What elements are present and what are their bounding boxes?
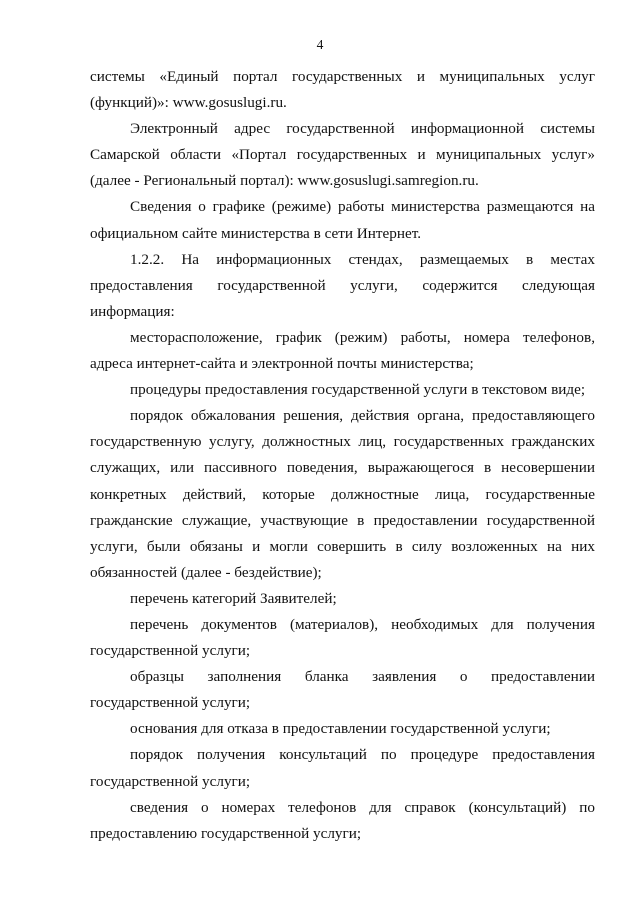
list-item-phone-info: сведения о номерах телефонов для справок (консультаций) по предоставлению государственной услуги; xyxy=(90,798,595,842)
paragraph-portal-continuation: системы «Единый портал государственных и муниципальных услуг (функций)»: www.gosuslugi.ru. xyxy=(90,68,595,112)
paragraph-schedule-info: Сведения о графике (режиме) работы министерства размещаются на официальном сайте министерства в сети Интернет. xyxy=(90,198,595,242)
list-item-refusal-grounds: основания для отказа в предоставлении государственной услуги; xyxy=(130,720,551,738)
list-item-appeal-procedure: порядок обжалования решения, действия органа, предоставляющего государственную услугу, должностных лиц, государственных гражданских служащих, или пассивного поведения, выражающегося в несовершении конкретных действий, которые должностные лица, государственные гражданские служащие, участвующие в предоставлении государственной услуги, были обязаны и могли совершить в силу возложенных на них обязанностей (далее - бездействие); xyxy=(90,407,595,581)
paragraph-section-1-2-2: 1.2.2. На информационных стендах, размещаемых в местах предоставления государственной услуги, содержится следующая информация: xyxy=(90,250,595,320)
document-body xyxy=(90,64,595,847)
list-item-location: месторасположение, график (режим) работы, номера телефонов, адреса интернет-сайта и электронной почты министерства; xyxy=(90,328,595,373)
page-number: 4 xyxy=(316,37,324,52)
list-item-documents: перечень документов (материалов), необходимых для получения государственной услуги; xyxy=(90,615,595,660)
paragraph-regional-portal: Электронный адрес государственной информационной системы Самарской области «Портал государственных и муниципальных услуг» (далее - Региональный портал): www.gosuslugi.samregion.ru. xyxy=(90,120,595,190)
list-item-applicant-categories: перечень категорий Заявителей; xyxy=(130,589,337,607)
list-item-procedures: процедуры предоставления государственной услуги в текстовом виде; xyxy=(130,381,586,399)
list-item-form-samples: образцы заполнения бланка заявления о предоставлении государственной услуги; xyxy=(90,668,595,712)
list-item-consultation-procedure: порядок получения консультаций по процедуре предоставления государственной услуги; xyxy=(90,746,595,790)
